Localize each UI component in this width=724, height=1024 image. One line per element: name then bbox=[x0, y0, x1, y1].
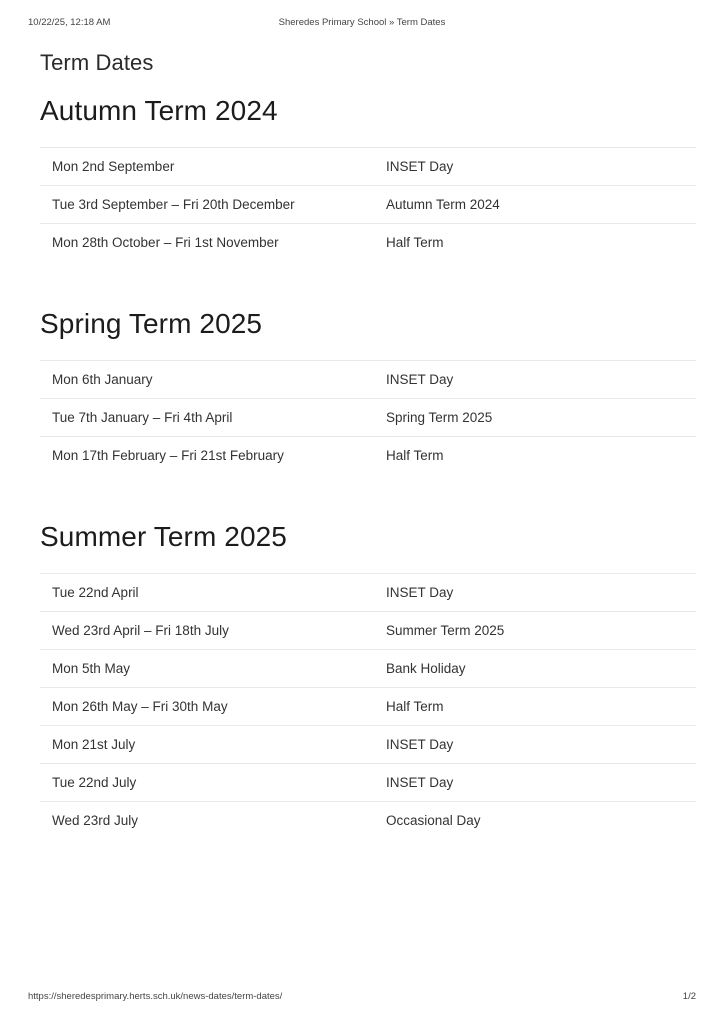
print-footer-url: https://sheredesprimary.herts.sch.uk/news-dates/term-dates/ bbox=[28, 991, 283, 1002]
term-label-cell: Autumn Term 2024 bbox=[374, 186, 696, 224]
term-label-cell: INSET Day bbox=[374, 574, 696, 612]
term-label-cell: INSET Day bbox=[374, 726, 696, 764]
print-header-document-title: Sheredes Primary School » Term Dates bbox=[278, 17, 446, 28]
term-label-cell: Bank Holiday bbox=[374, 650, 696, 688]
table-row bbox=[40, 612, 696, 650]
term-date-cell: Mon 6th January bbox=[40, 361, 374, 399]
term-date-cell: Wed 23rd July bbox=[52, 813, 139, 828]
term-label-cell: Half Term bbox=[374, 688, 696, 726]
term-section bbox=[40, 305, 672, 474]
table-row bbox=[40, 650, 696, 688]
term-date-cell: Wed 23rd April – Fri 18th July bbox=[40, 612, 374, 650]
term-date-cell: Tue 7th January – Fri 4th April bbox=[40, 399, 374, 437]
term-heading: Summer Term 2025 bbox=[40, 521, 287, 552]
term-label-cell: Summer Term 2025 bbox=[374, 612, 696, 650]
print-footer bbox=[0, 990, 724, 1004]
term-heading: Autumn Term 2024 bbox=[40, 95, 278, 126]
print-header-timestamp: 10/22/25, 12:18 AM bbox=[28, 17, 111, 28]
term-label-cell: Spring Term 2025 bbox=[374, 399, 696, 437]
term-date-cell: Mon 17th February – Fri 21st February bbox=[52, 448, 284, 463]
term-date-cell: Mon 21st July bbox=[40, 726, 374, 764]
table-row bbox=[40, 764, 696, 802]
term-section bbox=[40, 92, 672, 261]
term-dates-table bbox=[40, 360, 696, 474]
term-date-cell: Mon 2nd September bbox=[40, 148, 374, 186]
term-label-cell: INSET Day bbox=[374, 148, 696, 186]
table-row bbox=[40, 361, 696, 399]
term-date-cell: Tue 3rd September – Fri 20th December bbox=[40, 186, 374, 224]
term-section bbox=[40, 518, 672, 839]
term-label-cell: INSET Day bbox=[374, 361, 696, 399]
term-dates-table bbox=[40, 573, 696, 839]
print-footer-page-number: 1/2 bbox=[682, 991, 696, 1002]
table-row bbox=[40, 148, 696, 186]
print-header bbox=[0, 16, 724, 30]
term-date-cell: Tue 22nd April bbox=[40, 574, 374, 612]
table-row bbox=[40, 726, 696, 764]
term-date-cell: Mon 26th May – Fri 30th May bbox=[40, 688, 374, 726]
term-dates-table bbox=[40, 147, 696, 261]
table-row bbox=[40, 802, 696, 840]
term-date-cell: Mon 5th May bbox=[40, 650, 374, 688]
document-content bbox=[40, 48, 672, 839]
term-label-cell: Half Term bbox=[386, 235, 444, 250]
term-label-cell: INSET Day bbox=[374, 764, 696, 802]
table-row bbox=[40, 437, 696, 475]
table-row bbox=[40, 224, 696, 262]
term-date-cell: Tue 22nd July bbox=[40, 764, 374, 802]
page-title: Term Dates bbox=[40, 50, 154, 75]
term-sections bbox=[40, 92, 672, 839]
table-row bbox=[40, 688, 696, 726]
table-row bbox=[40, 186, 696, 224]
term-heading: Spring Term 2025 bbox=[40, 308, 263, 339]
term-label-cell: Half Term bbox=[386, 448, 444, 463]
table-row bbox=[40, 574, 696, 612]
term-date-cell: Mon 28th October – Fri 1st November bbox=[52, 235, 279, 250]
term-label-cell: Occasional Day bbox=[386, 813, 481, 828]
table-row bbox=[40, 399, 696, 437]
